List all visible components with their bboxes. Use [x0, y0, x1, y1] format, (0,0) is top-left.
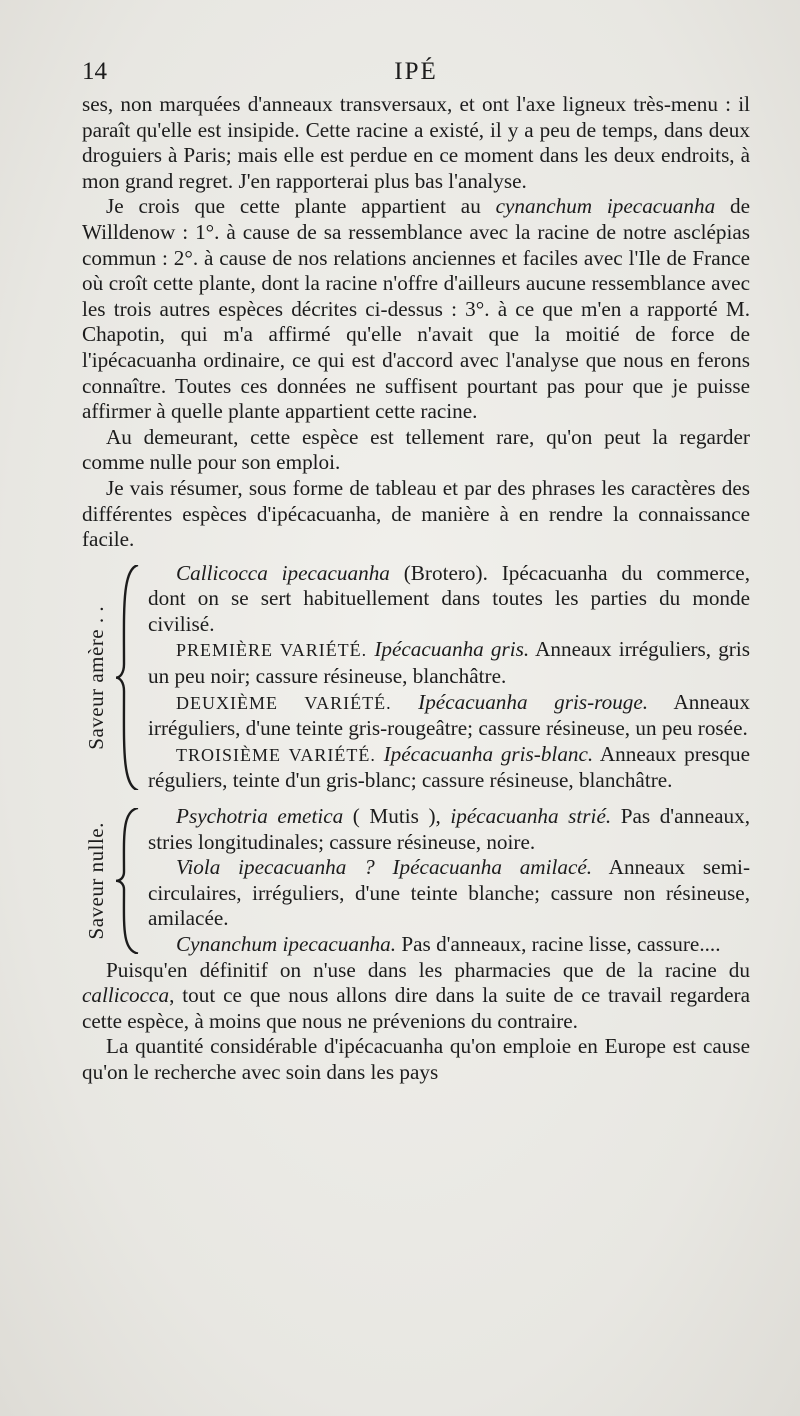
table-entry: DEUXIÈME VARIÉTÉ. Ipécacuanha gris-rouge. Anneaux irréguliers, d'une teinte gris-rougeâtre; cassure résineuse, un peu rosée. — [148, 689, 750, 741]
table-entry: Cynanchum ipecacuanha. Pas d'anneaux, racine lisse, cassure.... — [176, 932, 721, 956]
table-entry: Callicocca ipecacuanha (Brotero). Ipécacuanha du commerce, dont on se sert habituellement dans toutes les parties du monde civilisé. — [148, 560, 750, 636]
brace-icon — [114, 808, 142, 954]
group-label: Saveur amère . . — [84, 605, 109, 750]
running-title: IPÉ — [394, 58, 438, 85]
page-header — [82, 58, 750, 92]
body-text — [82, 92, 750, 1086]
table-entry: Viola ipecacuanha ? Ipécacuanha amilacé. Anneaux semi-circulaires, irréguliers, d'une teinte blanche; cassure non résineuse, amilacée. — [148, 855, 750, 931]
table-entry: Psychotria emetica ( Mutis ), ipécacuanha strié. Pas d'anneaux, stries longitudinales; cassure résineuse, noire. — [148, 804, 750, 854]
table-entry: PREMIÈRE VARIÉTÉ. Ipécacuanha gris. Anneaux irréguliers, gris un peu noir; cassure résineuse, blanchâtre. — [148, 637, 750, 689]
paragraph-5: Puisqu'en définitif on n'use dans les pharmacies que de la racine du callicocca, tout ce que nous allons dire dans la suite de ce travail regardera cette espèce, à moins que nous ne prévenions du contraire. — [82, 957, 750, 1033]
group-bitter-taste — [82, 561, 750, 794]
page-number: 14 — [82, 58, 107, 85]
group-no-taste — [82, 804, 750, 958]
table-entry: TROISIÈME VARIÉTÉ. Ipécacuanha gris-blanc. Anneaux presque réguliers, teinte d'un gris-blanc; cassure résineuse, blanchâtre. — [148, 741, 750, 793]
species-table — [82, 561, 750, 958]
paragraph-3: Au demeurant, cette espèce est tellement rare, qu'on peut la regarder comme nulle pour son emploi. — [82, 424, 750, 475]
group-label: Saveur nulle. — [84, 822, 109, 940]
paragraph-1: ses, non marquées d'anneaux transversaux, et ont l'axe ligneux très-menu : il paraît qu'elle est insipide. Cette racine a existé, il y a peu de temps, dans deux droguiers à Paris; mais elle est perdue en ce moment dans les deux endroits, à mon grand regret. J'en rapporterai plus bas l'analyse. — [82, 92, 750, 193]
paragraph-2: Je crois que cette plante appartient au cynanchum ipecacuanha de Willdenow : 1°. à cause de sa ressemblance avec la racine de notre asclépias commun : 2°. à cause de nos relations anciennes et faciles avec l'Ile de France où croît cette plante, dont la racine n'offre d'ailleurs aucune ressemblance avec les trois autres espèces décrites ci-dessus : 3°. à ce que m'en a rapporté M. Chapotin, qui m'a affirmé qu'elle n'avait que la moitié de force de l'ipécacuanha ordinaire, ce qui est d'accord avec l'analyse que nous en ferons connaître. Toutes ces données ne suffisent pourtant pas pour que je puisse affirmer à quelle plante appartient cette racine. — [82, 194, 751, 424]
paragraph-4: Je vais résumer, sous forme de tableau et par des phrases les caractères des différentes espèces d'ipécacuanha, de manière à en rendre la connaissance facile. — [82, 475, 750, 552]
paragraph-6: La quantité considérable d'ipécacuanha qu'on emploie en Europe est cause qu'on le recherche avec soin dans les pays — [82, 1034, 750, 1084]
brace-icon — [114, 565, 142, 790]
